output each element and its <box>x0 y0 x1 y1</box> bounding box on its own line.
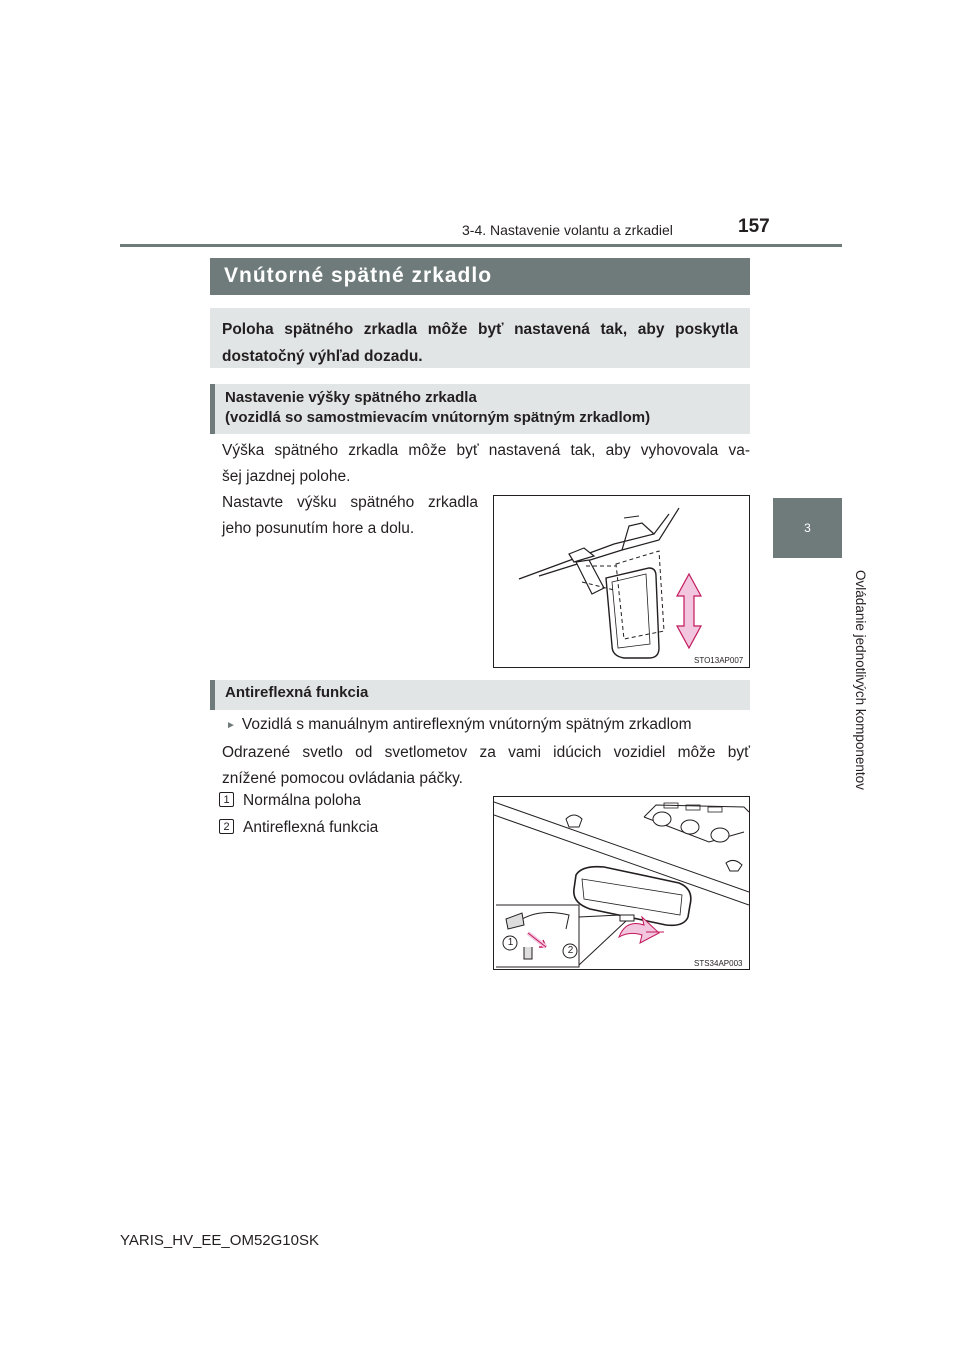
figure-callout-2: 2 <box>567 945 574 956</box>
antiglare-bullet-text: Vozidlá s manuálnym antireflexným vnútorným spätným zrkadlom <box>241 716 692 733</box>
height-instruction-line2: jeho posunutím hore a dolu. <box>222 520 415 537</box>
item-number-2: 2 <box>219 819 234 834</box>
page-number: 157 <box>738 216 770 237</box>
mirror-height-illustration <box>494 496 749 667</box>
subhead-height-adjust <box>210 384 750 434</box>
figure-code-2: STS34AP003 <box>694 959 743 968</box>
subhead-height-line2: (vozidlá so samostmievacím vnútorným spätným zrkadlom) <box>225 409 651 426</box>
item-label-2: Antireflexná funkcia <box>243 819 379 836</box>
antiglare-bullet <box>226 712 750 739</box>
item-label-1: Normálna poloha <box>243 792 362 809</box>
antiglare-paragraph <box>222 740 750 792</box>
section-title: Vnútorné spätné zrkadlo <box>210 258 750 295</box>
intro-box: Poloha spätného zrkadla môže byť nastavená tak, aby poskytla dostatočný výhľad dozadu. <box>210 308 750 368</box>
figure-code-1: STO13AP007 <box>694 656 744 665</box>
antiglare-illustration <box>494 797 749 969</box>
figure-mirror-height <box>493 495 750 668</box>
chapter-tab-number: 3 <box>804 521 811 535</box>
bullet-marker-icon: ► <box>226 720 236 731</box>
chapter-title: 3-4. Nastavenie volantu a zrkadiel <box>462 222 673 238</box>
figure-callout-1: 1 <box>507 937 514 948</box>
header-rule <box>120 244 842 247</box>
antiglare-para-line2: znížené pomocou ovládania páčky. <box>222 770 463 787</box>
subhead-height-line1: Nastavenie výšky spätného zrkadla <box>225 389 477 406</box>
antiglare-para-line1: Odrazené svetlo od svetlometov za vami idúcich vozidiel môže byť <box>222 744 750 761</box>
figure-antiglare-lever <box>493 796 750 970</box>
footer-doc-code: YARIS_HV_EE_OM52G10SK <box>120 1232 319 1249</box>
double-arrow-icon <box>677 574 701 648</box>
item-number-1: 1 <box>219 792 234 807</box>
height-instruction <box>222 490 478 542</box>
height-paragraph <box>222 438 750 490</box>
height-para-line2: šej jazdnej polohe. <box>222 468 351 485</box>
height-para-line1: Výška spätného zrkadla môže byť nastavená tak, aby vyhovovala va- <box>222 442 750 459</box>
height-instruction-line1: Nastavte výšku spätného zrkadla <box>222 494 478 511</box>
subhead-antiglare: Antireflexná funkcia <box>210 680 750 710</box>
chapter-tab-label: Ovládanie jednotlivých komponentov <box>853 570 868 790</box>
